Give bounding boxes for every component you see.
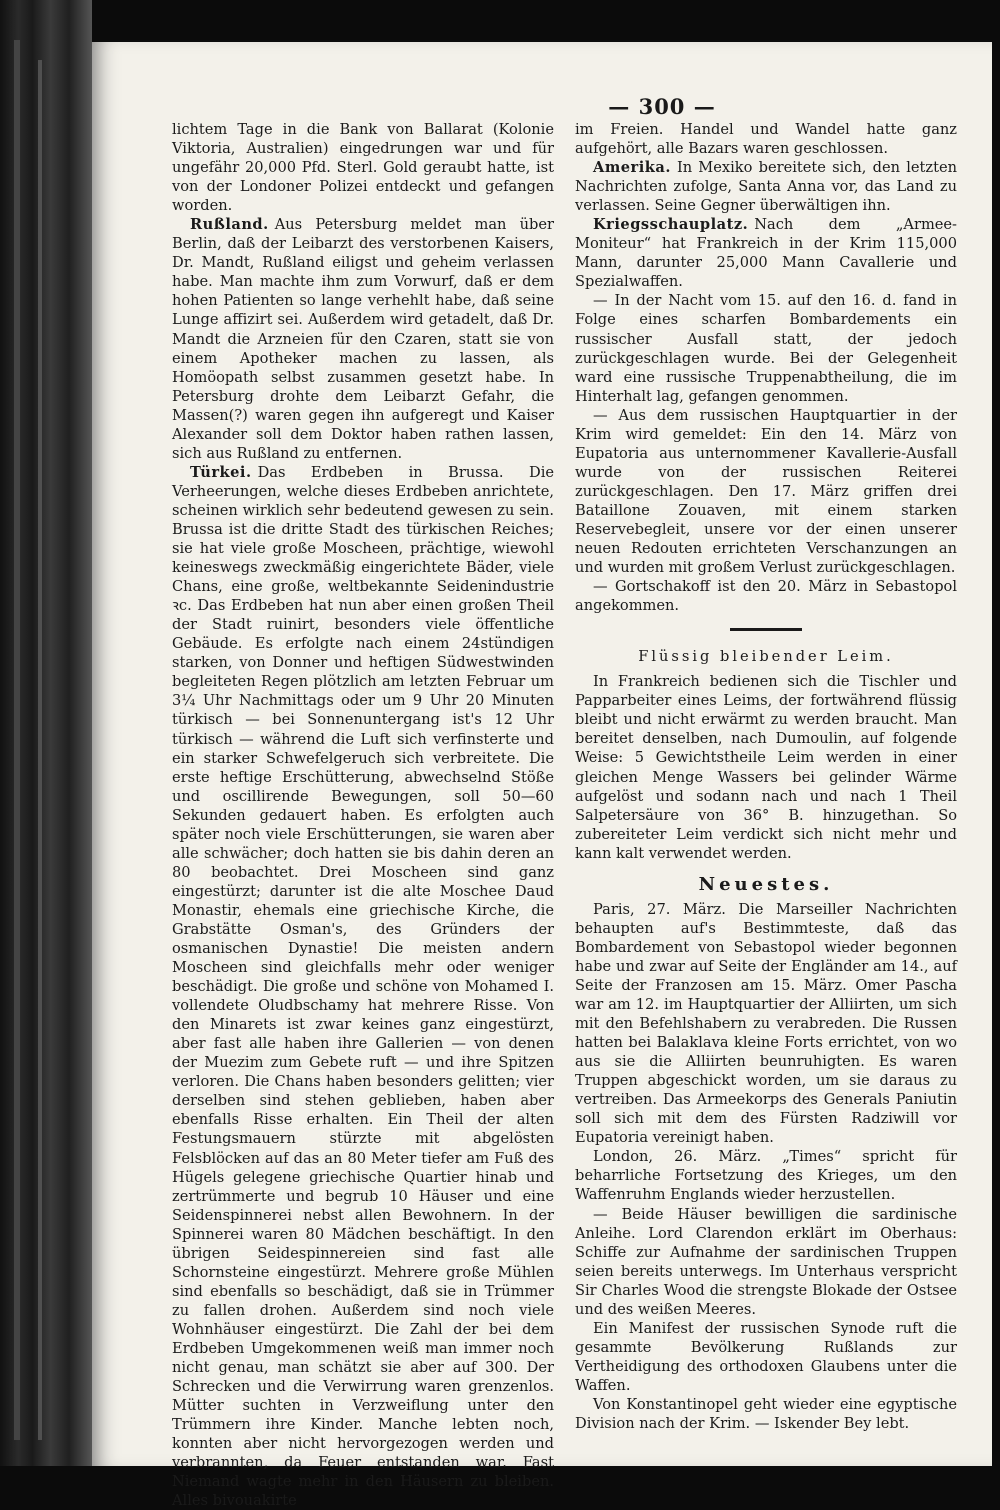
krieg-paragraph-3: — Aus dem russischen Hauptquartier in der Krim wird gemeldet: Ein den 14. März von Eupatoria aus unternommener Kavallerie-Ausfall wurde von der russischen Reiterei zurückgeschlagen. Den 17. März griffen drei Bataillone Zouaven, mit einem starken Reservebegleit, unsere vor der einen unserer neuen Redouten errichteten Verschanzungen an und wurden mit großem Verlust zurückgeschlagen. bbox=[575, 406, 957, 577]
russland-text: Aus Petersburg meldet man über Berlin, daß der Leibarzt des verstorbenen Kaisers, Dr. Mandt, Rußland eiligst und geheim verlassen habe. Man machte ihm zum Vorwurf, daß er dem hohen Patienten so lange verhehlt habe, daß seine Lunge affizirt sei. Außerdem wird getadelt, daß Dr. Mandt die Arzneien für den Czaren, statt sie von einem Apotheker machen zu lassen, als Homöopath selbst zusammen gesetzt habe. In Petersburg drohte dem Leibarzt Gefahr, die Massen(?) waren gegen ihn aufgeregt und Kaiser Alexander soll dem Doktor haben rathen lassen, sich aus Rußland zu entfernen. bbox=[172, 216, 554, 462]
left-paragraph-continuation: lichtem Tage in die Bank von Ballarat (Kolonie Viktoria, Australien) eingedrungen war und für ungefähr 20,000 Pfd. Sterl. Gold geraubt hatte, ist von der Londoner Polizei entdeckt und gefangen worden. bbox=[172, 121, 554, 215]
krieg-text: Nach dem „Armee-Moniteur“ hat Frankreich in der Krim 115,000 Mann, darunter 25,000 Mann Cavallerie und Spezialwaffen. bbox=[575, 216, 957, 291]
russland-heading: Rußland. bbox=[190, 216, 269, 234]
tuerkei-text: Das Erdbeben in Brussa. Die Verheerungen, welche dieses Erdbeben anrichtete, scheinen wirklich sehr bedeutend gewesen zu sein. Brussa ist die dritte Stadt des türkischen Reiches; sie hat viele große Moscheen, prächtige, wiewohl keineswegs zweckmäßig eingerichtete Bäder, viele Chans, eine große, weltbekannte Seidenindustrie ꝛc. Das Erdbeben hat nun aber einen großen Theil der Stadt ruinirt, besonders viele öffentliche Gebäude. Es erfolgte nach einem 24stündigen starken, von Donner und heftigen Südwestwinden begleiteten Regen plötzlich am letzten Februar um 3¼ Uhr Nachmittags oder um 9 Uhr 20 Minuten türkisch — bei Sonnenuntergang ist's 12 Uhr türkisch — während die Luft sich verfinsterte und ein starker Schwefelgeruch sich verbreitete. Die erste heftige Erschütterung, abwechselnd Stöße und oscillirende Bewegungen, soll 50—60 Sekunden gedauert haben. Es erfolgten auch später noch viele Erschütterungen, sie waren aber alle schwächer; doch hatten sie bis dahin deren an 80 beobachtet. Drei Moscheen sind ganz eingestürzt; darunter ist die alte Moschee Daud Monastir, ehemals eine griechische Kirche, die Grabstätte Osman's, des Gründers der osmanischen Dynastie! Die meisten andern Moscheen sind gleichfalls mehr oder weniger beschädigt. Die große und schöne von Mohamed I. vollendete Oludbschamy hat mehrere Risse. Von den Minarets ist zwar keines ganz eingestürzt, aber fast alle haben ihre Gallerien — von denen der Muezim zum Gebete ruft — und ihre Spitzen verloren. Die Chans haben besonders gelitten; vier derselben sind stehen geblieben, haben aber ebenfalls Risse erhalten. Ein Theil der alten Festungsmauern stürzte mit abgelösten Felsblöcken auf das an 80 Meter tiefer am Fuß des Hügels gelegene griechische Quartier hinab und zertrümmerte und begrub 10 Häuser und eine Seidenspinnerei nebst allen Bewohnern. In der Spinnerei waren 80 Mädchen beschäftigt. In den übrigen Seidespinnereien sind fast alle Schornsteine eingestürzt. Mehrere große Mühlen sind ebenfalls so beschädigt, daß sie in Trümmer zu fallen drohen. Außerdem sind noch viele Wohnhäuser eingestürzt. Die Zahl der bei dem Erdbeben Umgekommenen weiß man immer noch nicht genau, man schätzt sie aber auf 300. Der Schrecken und die Verwirrung waren grenzenlos. Mütter suchten in Verzweiflung unter den Trümmern ihre Kinder. Manche lebten noch, konnten aber nicht hervorgezogen werden und verbrannten, da Feuer entstanden war. Fast Niemand wagte mehr in den Häusern zu bleiben. Alles bivouakirte bbox=[172, 463, 554, 1510]
konstantinopel-report: Von Konstantinopel geht wieder eine egyptische Division nach der Krim. — Iskender Bey lebt. bbox=[575, 1396, 957, 1433]
london-report: London, 26. März. „Times“ spricht für beharrliche Fortsetzung des Krieges, um den Waffenruhm Englands wieder herzustellen. bbox=[575, 1148, 957, 1204]
book-binding bbox=[0, 0, 92, 1466]
right-paragraph-continuation: im Freien. Handel und Wandel hatte ganz aufgehört, alle Bazars waren geschlossen. bbox=[575, 121, 957, 158]
amerika-heading: Amerika. bbox=[593, 159, 671, 177]
manifest-report: Ein Manifest der russischen Synode ruft die gesammte Bevölkerung Rußlands zur Vertheidigung des orthodoxen Glaubens unter die Waffen. bbox=[575, 1319, 957, 1394]
tuerkei-heading: Türkei. bbox=[190, 463, 252, 481]
krieg-heading: Kriegsschauplatz. bbox=[593, 216, 749, 234]
amerika-text: In Mexiko bereitete sich, den letzten Nachrichten zufolge, Santa Anna vor, das Land zu verlassen. Seine Gegner überwältigen ihn. bbox=[575, 159, 957, 215]
neuestes-title: Neuestes. bbox=[698, 873, 834, 895]
leim-title: Flüssig bleibender Leim. bbox=[638, 648, 894, 666]
krieg-paragraph-2: — In der Nacht vom 15. auf den 16. d. fand in Folge eines scharfen Bombardements ein russischer Ausfall statt, der jedoch zurückgeschlagen wurde. Bei der Gelegenheit ward eine russische Truppenabtheilung, die im Hinterhalt lag, gefangen genommen. bbox=[575, 292, 957, 405]
leim-text: In Frankreich bedienen sich die Tischler und Papparbeiter eines Leims, der fortwährend flüssig bleibt und nicht erwärmt zu werden braucht. Man bereitet denselben, nach Dumoulin, auf folgende Weise: 5 Gewichtstheile Leim werden in einer gleichen Menge Wassers bei gelinder Wärme aufgelöst und sodann nach und nach 1 Theil Salpetersäure von 36° B. hinzugethan. So zubereiteter Leim verdickt sich nicht mehr und kann kalt verwendet werden. bbox=[575, 673, 957, 862]
section-divider bbox=[730, 628, 802, 631]
page-number: — 300 — bbox=[608, 94, 716, 119]
paris-report: Paris, 27. März. Die Marseiller Nachrichten behaupten auf's Bestimmteste, daß das Bombardement von Sebastopol wieder begonnen habe und zwar auf Seite der Engländer am 14., auf Seite der Franzosen am 15. März. Omer Pascha war am 12. im Hauptquartier der Alliirten, um sich mit den Befehlshabern zu verabreden. Die Russen hatten bei Balaklava kleine Forts errichtet, von wo aus sie die Alliirten beunruhigten. Es waren Truppen abgeschickt worden, um sie daraus zu vertreiben. Das Armeekorps des Generals Paniutin soll sich mit dem des Fürsten Radziwill vor Eupatoria vereinigt haben. bbox=[575, 900, 957, 1147]
london-paragraph-2: — Beide Häuser bewilligen die sardinische Anleihe. Lord Clarendon erklärt im Oberhaus: Schiffe zur Aufnahme der sardinischen Truppen seien bereits unterwegs. Im Unterhaus verspricht Sir Charles Wood die strengste Blokade der Ostsee und des weißen Meeres. bbox=[575, 1205, 957, 1318]
right-column bbox=[575, 120, 957, 1433]
newspaper-page bbox=[92, 42, 992, 1510]
tuerkei-article bbox=[172, 463, 554, 1510]
russland-article bbox=[172, 215, 554, 463]
krieg-paragraph-4: — Gortschakoff ist den 20. März in Sebastopol angekommen. bbox=[575, 578, 957, 615]
amerika-article bbox=[575, 158, 957, 215]
left-column bbox=[172, 120, 554, 1510]
krieg-article bbox=[575, 215, 957, 291]
